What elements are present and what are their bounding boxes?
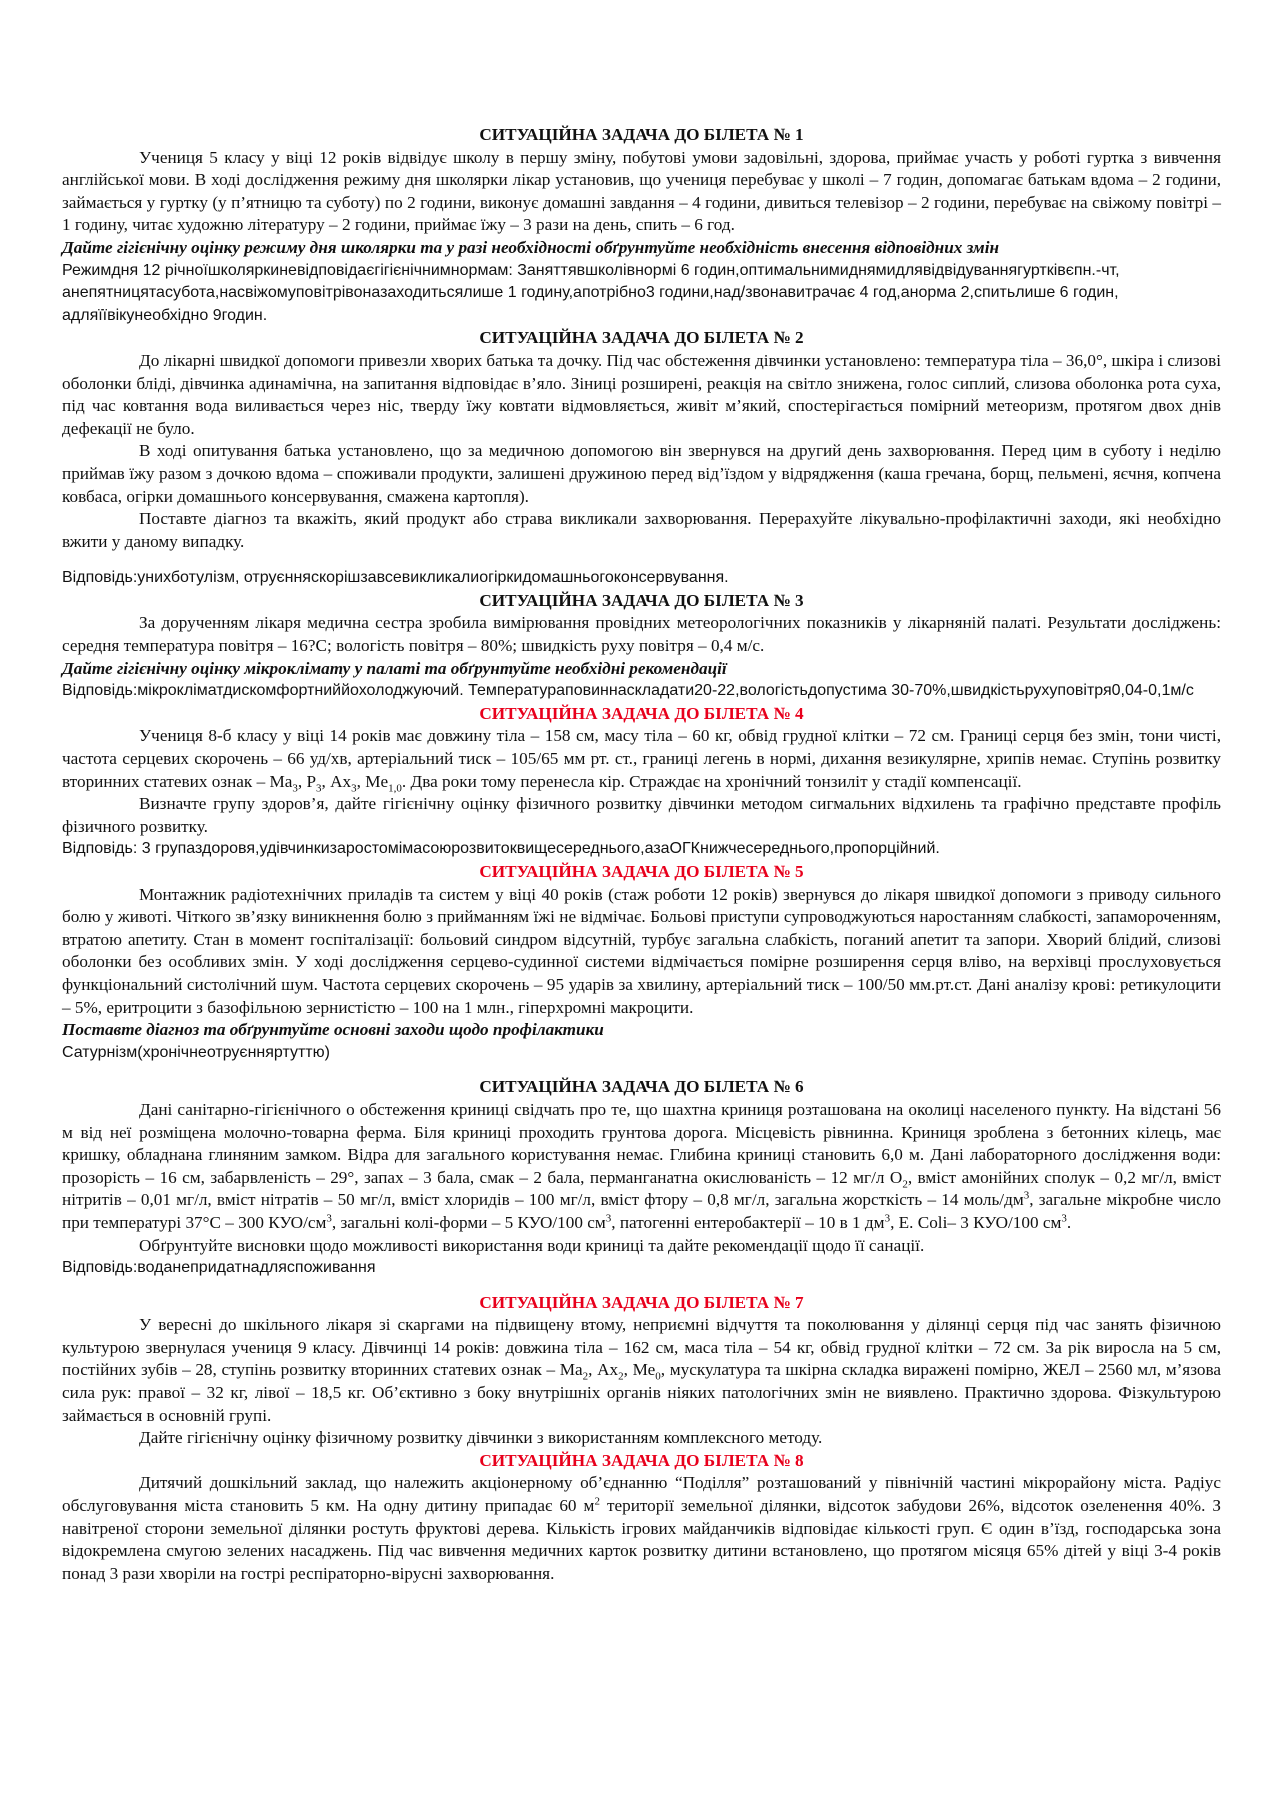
document-page	[62, 124, 1221, 1585]
task-4-text-c1: , Р	[297, 771, 317, 791]
task-5-title: СИТУАЦІЙНА ЗАДАЧА ДО БІЛЕТА № 5	[479, 862, 804, 881]
task-6-text-f: , E. Coli– 3 КУО/100 см	[890, 1212, 1062, 1232]
task-5-answer: Сатурнізм(хронічнеотруєнняртуттю)	[62, 1043, 330, 1061]
task-7-text-b: , мускулатура та шкірна складка виражені помірно, ЖЕЛ – 2560 мл, м’язова сила рук: правої – 32 кг, лівої – 18,5 кг. Об’єктивно з боку внутрішніх органів ніяких патологічних змін не виявлено. Практично здорова. Фізкультурою займається в основній групі.	[62, 1360, 1222, 1425]
task-6-text-d: , загальні колі-форми – 5 КУО/100 см	[331, 1212, 606, 1232]
task-1-question: Дайте гігієнічну оцінку режиму дня школярки та у разі необхідності обґрунтуйте необхідність внесення відповідних змін	[62, 237, 1000, 257]
subscript: 1,0	[388, 782, 402, 795]
task-2-paragraph-3: Поставте діагноз та вкажіть, який продукт або страва викликали захворювання. Перерахуйте лікувально-профілактичні заходи, які необхідно вжити у даному випадку.	[62, 509, 1221, 551]
task-7-text-c2: , Ме	[623, 1360, 656, 1380]
superscript: 3	[605, 1212, 612, 1225]
task-2-title: СИТУАЦІЙНА ЗАДАЧА ДО БІЛЕТА № 2	[479, 328, 804, 348]
task-7-text-a: У вересні до шкільного лікаря зі скаргами на підвищену втому, неприємні відчуття та поколювання у ділянці серця під час занять фізичною культурою звернулася учениця 9 класу. Дівчинці 14 років: довжина тіла – 162 см, маса тіла – 54 кг, обвід грудної клітки – 72 см. За рік виросла на 5 см, постійних зубів – 28, ступінь розвитку вторинних статевих ознак – Ма	[62, 1315, 1221, 1380]
task-2-answer: Відповідь:унихботулізм, отруєнняскорішзавсевикликалиогіркидомашньогоконсервування.	[62, 569, 729, 587]
superscript: 3	[1023, 1189, 1030, 1202]
task-1-body: Учениця 5 класу у віці 12 років відвідує школу в першу зміну, побутові умови задовільні, здорова, приймає участь у роботі гуртка з вивчення англійської мови. В ході дослідження режиму дня школярки лікар установив, що учениця перебуває у школі – 7 годин, допомагає батькам вдома – 2 години, займається у гуртку (у п’ятницю та суботу) по 2 години, виконує домашні завдання – 4 години, дивиться телевізор – 2 години, перебуває на свіжому повітрі – 1 годину, читає художню літературу – 2 години, приймає їжу – 3 рази на день, спить – 6 год.	[62, 147, 1221, 235]
task-4-text-b: . Два роки тому перенесла кір. Страждає на хронічний тонзиліт у стадії компенсації.	[401, 771, 1022, 791]
superscript: 3	[1061, 1212, 1067, 1225]
task-6-body	[62, 1099, 1221, 1235]
task-4-text-c2: , Ах	[321, 771, 352, 791]
subscript: 2	[618, 1370, 624, 1383]
task-5-body: Монтажник радіотехнічних приладів та систем у віці 40 років (стаж роботи 12 років) звернувся до лікаря швидкої допомоги з приводу сильного болю у животі. Чіткого зв’язку виникнення болю з прийманням їжі не відмічає. Больові приступи супроводжуються наростанням слабкості, запамороченням, втратою апетиту. Стан в момент госпіталізації: больовий синдром відсутній, турбує загальна слабкість, поганий апетит та запори. Хворий блідий, слизові оболонки без особливих змін. У ході дослідження серцево-судинної системи відмічається помірне розширення серця вліво, на верхівці прослуховується функціональний систолічний шум. Частота серцевих скорочень – 95 ударів за хвилину, артеріальний тиск – 100/50 мм.рт.ст. Дані аналізу крові: ретикулоцити – 5%, еритроцити з базофільною зернистістю – 100 на 1 млн., гіперхромні макроцити.	[62, 884, 1221, 1017]
task-4-task: Визначте групу здоров’я, дайте гігієнічну оцінку фізичного розвитку дівчинки методом сигмальних відхилень та графічно представте профіль фізичного розвитку.	[62, 794, 1221, 836]
task-4-text-c3: , Me	[356, 771, 389, 791]
task-8-title: СИТУАЦІЙНА ЗАДАЧА ДО БІЛЕТА № 8	[479, 1450, 804, 1470]
task-6-text-g: .	[1066, 1212, 1072, 1232]
subscript: 2	[902, 1178, 908, 1191]
task-2-paragraph-1: До лікарні швидкої допомоги привезли хворих батька та дочку. Під час обстеження дівчинки установлено: температура тіла – 36,0°, шкіра і слизові оболонки бліді, дівчинка адинамічна, на запитання відповідає в’яло. Зіниці розширені, реакція на світло знижена, голос сиплий, слизова оболонка рота суха, під час ковтання вода виливається через ніс, тверду їжу ковтати відмовляється, живіт м’який, спостерігається помірний метеоризм, протягом двох днів дефекації не було.	[62, 350, 1221, 438]
task-4-text-a: Учениця 8-б класу у віці 14 років має довжину тіла – 158 см, масу тіла – 60 кг, обвід грудної клітки – 72 см. Границі серця без змін, тони чисті, частота серцевих скорочень – 66 уд/хв, артеріальний тиск – 105/65 мм рт. ст., границі легень в нормі, дихання везикулярне, хрипів немає. Ступінь розвитку вторинних статевих ознак – Ма	[62, 726, 1221, 791]
spacer	[62, 1064, 1221, 1076]
task-6-text-b: , вміст амонійних сполук – 0,2 мг/л, вміст нітритів – 0,01 мг/л, вміст нітратів – 50 мг/л, вміст хлоридів – 100 мг/л, вміст фтору – 0,8 мг/л, загальна жорсткість – 14 моль/дм	[62, 1167, 1221, 1210]
task-3-title: СИТУАЦІЙНА ЗАДАЧА ДО БІЛЕТА № 3	[479, 590, 804, 610]
task-3-question: Дайте гігієнічну оцінку мікроклімату у палаті та обґрунтуйте необхідні рекомендації	[62, 658, 727, 678]
superscript: 3	[326, 1212, 332, 1225]
task-4-body	[62, 725, 1221, 793]
task-4-answer: Відповідь: 3 групаздоровя,удівчинкизаростомімасоюрозвитоквищесереднього,азаОГКнижчесереднього,пропорційний.	[62, 840, 940, 858]
task-8-text-b: території земельної ділянки, відсоток забудови 26%, відсоток озеленення 40%. З навітреної сторони земельної ділянки ростуть фруктові дерева. Кількість ігрових майданчиків відповідає кількості груп. Є один в’їзд, господарська зона відокремлена смугою зелених насаджень. Під час вивчення медичних карток розвитку дитини встановлено, що протягом місяця 65% дітей у віці 3-4 років понад 3 рази хворіли на гострі респіраторно-вірусні захворювання.	[62, 1496, 1221, 1583]
task-1-answer: Режимдня 12 річноїшколяркиневідповідаєгігієнічнимнормам: Заняттявшколівнормі 6 годин,оптимальнимиднямидлявідвідуваннягуртківєпн.-чт, анепятницятасубота,насвіжомуповітрівоназаходитьсялише 1 годину,апотрібно3 години,над/звонавитрачає 4 год,анорма 2,спитьлише 6 годин, адляїївікунеобхідно 9годин.	[62, 261, 1120, 324]
subscript: 3	[351, 782, 357, 795]
task-3-answer: Відповідь:мікрокліматдискомфортниййохолоджуючий. Температураповиннаскладати20-22,вологістьдопустима 30-70%,швидкістьрухуповітря0,04-0,1м/с	[62, 682, 1194, 700]
subscript: 2	[582, 1370, 589, 1383]
superscript: 2	[594, 1495, 600, 1508]
task-2-paragraph-2: В ході опитування батька установлено, що за медичною допомогою він звернувся на другий день захворювання. Перед цим в суботу і неділю приймав їжу разом з дочкою вдома – споживали продукти, залишені дружиною перед від’їздом у відрядження (каша гречана, борщ, пельмені, яєчня, копчена ковбаса, огірки домашнього консервування, смажена картопля).	[62, 441, 1221, 506]
subscript: 3	[316, 782, 322, 795]
task-6-title: СИТУАЦІЙНА ЗАДАЧА ДО БІЛЕТА № 6	[479, 1077, 804, 1097]
task-6-task: Обґрунтуйте висновки щодо можливості використання води криниці та дайте рекомендації щодо її санації.	[139, 1235, 925, 1255]
task-6-text-e: , патогенні ентеробактерії – 10 в 1 дм	[611, 1212, 885, 1232]
spacer	[62, 1280, 1221, 1292]
spacer	[62, 553, 1221, 567]
task-1-title: СИТУАЦІЙНА ЗАДАЧА ДО БІЛЕТА № 1	[479, 125, 804, 144]
subscript: 0	[655, 1370, 661, 1383]
task-5-question: Поставте діагноз та обґрунтуйте основні заходи щодо профілактики	[62, 1020, 604, 1040]
task-7-text-c1: , Ах	[588, 1360, 619, 1380]
task-8-body	[62, 1472, 1221, 1585]
task-7-body	[62, 1314, 1221, 1427]
task-7-task: Дайте гігієнічну оцінку фізичному розвитку дівчинки з використанням комплексного методу.	[139, 1428, 823, 1448]
task-7-title: СИТУАЦІЙНА ЗАДАЧА ДО БІЛЕТА № 7	[479, 1292, 804, 1312]
task-8-text-a: Дитячий дошкільний заклад, що належить акціонерному об’єднанню “Поділля” розташований у північній частині мікрорайону міста. Радіус обслуговування міста становить 5 км. На одну дитину припадає 60 м	[62, 1473, 1221, 1516]
task-6-text-a: Дані санітарно-гігієнічного о обстеження криниці свідчать про те, що шахтна криниця розташована на околиці населеного пункту. На відстані 56 м від неї розміщена молочно-товарна ферма. Біля криниці проходить грунтова дорога. Місцевість рівнинна. Криниця зроблена з бетонних кілець, має кришку, обладнана глиняним замком. Відра для загального користування немає. Глибина криниці становить 6,0 м. Дані лабораторного дослідження води: прозорість – 16 см, забарвленість – 29°, запах – 3 бала, смак – 2 бала, перманганатна окислюваність – 12 мг/л О	[62, 1099, 1221, 1187]
task-6-text-c: , загальне мікробне число при температурі 37°С – 300 КУО/см	[62, 1190, 1221, 1232]
task-4-title: СИТУАЦІЙНА ЗАДАЧА ДО БІЛЕТА № 4	[479, 703, 804, 723]
subscript: 3	[292, 782, 298, 795]
superscript: 3	[884, 1212, 891, 1225]
task-6-answer: Відповідь:воданепридатнадляспоживання	[62, 1259, 376, 1277]
task-3-body: За дорученням лікаря медична сестра зробила вимірювання провідних метеорологічних показників у лікарняній палаті. Результати досліджень: середня температура повітря – 16?С; вологість повітря – 80%; швидкість руху повітря – 0,4 м/с.	[62, 613, 1221, 656]
